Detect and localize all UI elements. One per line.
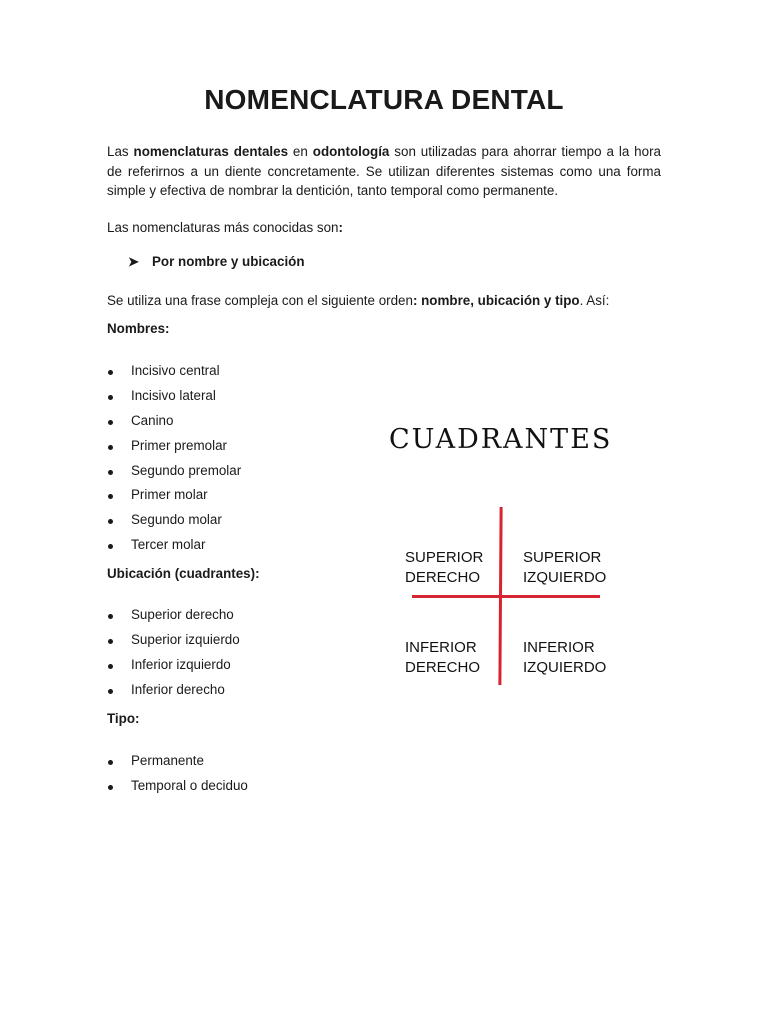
bullet-icon (108, 470, 113, 475)
quadrant-label-line: INFERIOR (523, 639, 595, 656)
subheading-text: Por nombre y ubicación (152, 254, 305, 269)
list-item (107, 653, 240, 678)
quadrant-label-line: IZQUIERDO (523, 569, 607, 586)
tipo-list (107, 749, 248, 799)
bullet-icon (108, 544, 113, 549)
quadrant-label-line: DERECHO (405, 659, 481, 676)
intro-bold-1: nomenclaturas dentales (133, 144, 289, 159)
quadrant-superior-derecho (405, 548, 483, 588)
intro-text-1: Las (107, 144, 134, 159)
list-item (107, 678, 240, 703)
list-item-text: Segundo molar (131, 512, 222, 528)
tipo-label: Tipo: (107, 711, 140, 726)
quadrant-label-line: IZQUIERDO (523, 659, 607, 676)
bullet-icon (108, 395, 113, 400)
list-item-text: Inferior izquierdo (131, 656, 231, 672)
bullet-icon (108, 614, 113, 619)
list-item-text: Canino (131, 412, 174, 428)
known-text: Las nomenclaturas más conocidas son (107, 220, 339, 235)
phrase-paragraph (107, 291, 661, 311)
bullet-icon (108, 519, 113, 524)
list-item-text: Tercer molar (131, 537, 206, 553)
list-item (107, 508, 241, 533)
quadrant-inferior-derecho (405, 638, 480, 678)
bullet-icon (108, 639, 113, 644)
list-item (107, 384, 241, 409)
quadrant-inferior-izquierdo (523, 638, 606, 678)
list-item (107, 483, 241, 508)
quadrant-label-line: SUPERIOR (523, 549, 602, 566)
bullet-icon (108, 664, 113, 669)
list-item-text: Incisivo lateral (131, 387, 216, 403)
quadrant-label-line: INFERIOR (405, 639, 477, 656)
known-paragraph (107, 218, 661, 238)
bullet-icon (108, 370, 113, 375)
phrase-text-1: Se utiliza una frase compleja con el siguiente orden (107, 293, 413, 308)
bullet-icon (108, 785, 113, 790)
intro-text-2: en (288, 144, 313, 159)
nombres-label: Nombres: (107, 321, 170, 336)
bullet-icon (108, 420, 113, 425)
list-item-text: Primer molar (131, 487, 208, 503)
page-title: NOMENCLATURA DENTAL (204, 84, 564, 115)
bullet-icon (108, 494, 113, 499)
arrow-bullet-icon: ➤ (128, 254, 139, 269)
quadrant-label-line: SUPERIOR (405, 549, 484, 566)
ubicacion-label: Ubicación (cuadrantes): (107, 566, 260, 581)
list-item-text: Primer premolar (131, 437, 227, 453)
bullet-icon (108, 760, 113, 765)
quadrants-figure (385, 420, 665, 700)
list-item-text: Permanente (131, 753, 204, 768)
list-item (107, 774, 248, 799)
list-item-text: Inferior derecho (131, 681, 225, 697)
list-item (107, 359, 241, 384)
ubicacion-list (107, 603, 240, 703)
list-item (107, 749, 248, 774)
intro-paragraph (107, 142, 661, 201)
bullet-icon (108, 689, 113, 694)
intro-bold-2: odontología (312, 144, 390, 159)
list-item-text: Superior derecho (131, 607, 234, 622)
list-item (107, 533, 241, 558)
nombres-list (107, 359, 241, 558)
phrase-text-2: . Así: (579, 293, 610, 308)
list-item (107, 603, 240, 628)
list-item-text: Temporal o deciduo (131, 777, 248, 793)
list-item-text: Segundo premolar (131, 462, 242, 478)
list-item-text: Incisivo central (131, 363, 220, 378)
list-item (107, 459, 241, 484)
list-item (107, 628, 240, 653)
horizontal-divider-line (412, 595, 600, 598)
quadrants-title: CUADRANTES (389, 424, 613, 455)
list-item (107, 409, 241, 434)
quadrant-superior-izquierdo (523, 548, 606, 588)
phrase-bold: : nombre, ubicación y tipo (412, 293, 580, 308)
subheading (128, 254, 305, 270)
known-colon: : (338, 220, 343, 235)
list-item (107, 434, 241, 459)
list-item-text: Superior izquierdo (131, 631, 240, 647)
quadrant-label-line: DERECHO (405, 569, 481, 586)
bullet-icon (108, 445, 113, 450)
intro-text-3: son utilizadas para ahorrar tiempo a la hora de referirnos a un diente concretamente. Se utilizan diferentes sistemas como una forma simple y efectiva de nombrar la dentición, tanto temporal como permanente. (107, 144, 661, 198)
